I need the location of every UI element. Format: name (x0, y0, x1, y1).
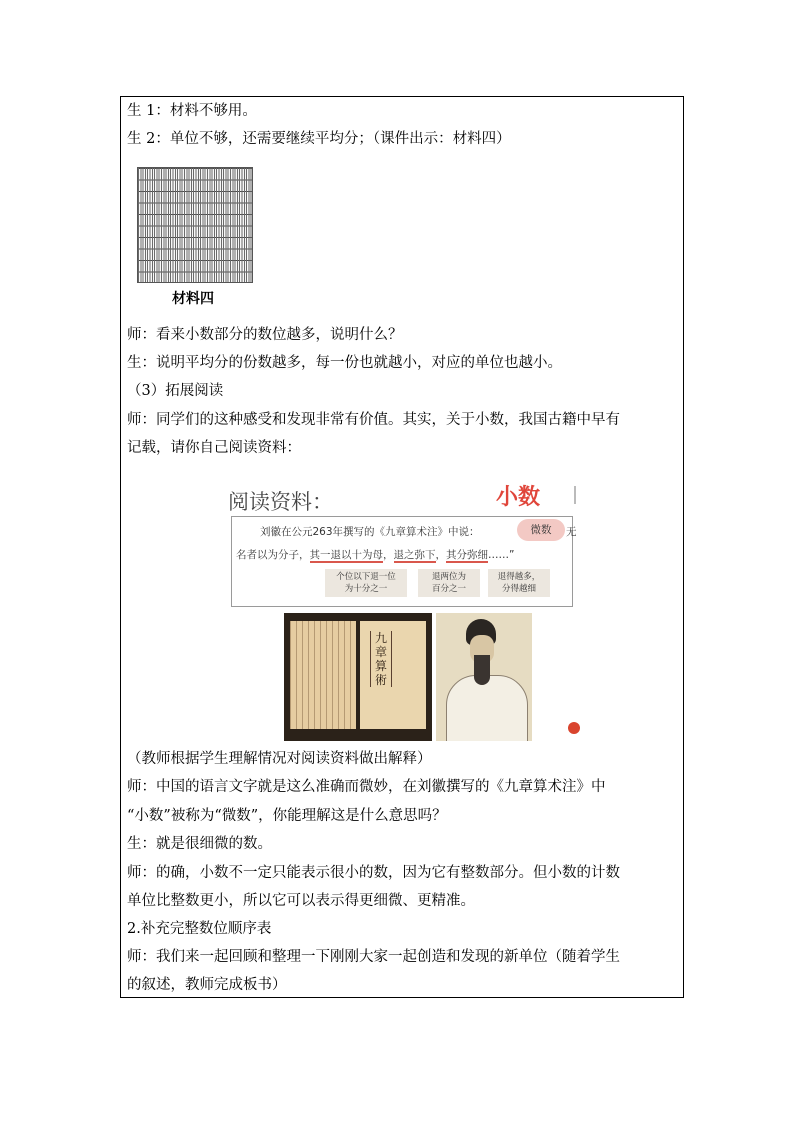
quote-box (231, 516, 577, 607)
quote-part: ， (383, 549, 394, 561)
text-line-10: “小数”被称为“微数”，你能理解这是什么意思吗？ (127, 808, 447, 824)
highlight-bubble: 微数 (517, 519, 565, 541)
text-line-13: 单位比整数更小，所以它可以表示得更细微、更精准。 (127, 893, 475, 909)
quote-text: 刘徽在公元263年撰写的《九章算术注》中说： (260, 526, 480, 538)
slide-badge: 小数 (496, 485, 541, 510)
text-line-16: 的叙述，教师完成板书） (127, 977, 287, 993)
quote-part: ……” (488, 549, 515, 561)
book-left-page (290, 621, 356, 729)
material-four-grid-image (137, 167, 253, 283)
quote-highlight-2: 退之弥下 (393, 549, 436, 561)
book-title: 九章算術 (370, 631, 392, 687)
annotation-note-1: 个位以下退一位 为十分之一 (325, 569, 407, 597)
annotation-note-3: 退得越多， 分得越细 (488, 569, 550, 597)
ancient-book-image (284, 613, 432, 741)
text-line-14: 2.补充完整数位顺序表 (127, 921, 272, 937)
slide-divider (574, 486, 576, 504)
annotation-note-2: 退两位为 百分之一 (418, 569, 480, 597)
text-line-15: 师：我们来一起回顾和整理一下刚刚大家一起创造和发现的新单位（随着学生 (127, 949, 620, 965)
text-line-11: 生：就是很细微的数。 (127, 836, 272, 852)
portrait-beard (474, 655, 490, 685)
quote-part: ， (435, 549, 446, 561)
quote-highlight-3: 其分弥细 (446, 549, 488, 561)
text-line-12: 师：的确，小数不一定只能表示很小的数，因为它有整数部分。但小数的计数 (127, 865, 620, 881)
liu-hui-portrait-image (436, 613, 532, 741)
figure-caption: 材料四 (172, 291, 214, 307)
quote-highlight-1: 其一退以十为母 (309, 549, 383, 561)
quote-line-2 (236, 547, 514, 562)
text-line-8: （教师根据学生理解情况对阅读资料做出解释） (127, 751, 432, 767)
quote-line-1 (260, 524, 480, 539)
text-line-7: 记载，请你自己阅读资料： (127, 440, 301, 456)
portrait-robe (446, 675, 528, 741)
text-line-9: 师：中国的语言文字就是这么准确而微妙，在刘徽撰写的《九章算术注》中 (127, 779, 606, 795)
text-line-2: 生 2：单位不够，还需要继续平均分；（课件出示：材料四） (127, 131, 511, 147)
text-line-5: （3）拓展阅读 (127, 383, 224, 399)
slide-nav-dot-icon (568, 722, 580, 734)
reading-material-slide (228, 480, 580, 742)
quote-part: 名者以为分子， (236, 549, 310, 561)
text-line-6: 师：同学们的这种感受和发现非常有价值。其实，关于小数，我国古籍中早有 (127, 412, 620, 428)
text-line-4: 生：说明平均分的份数越多，每一份也就越小，对应的单位也越小。 (127, 355, 562, 371)
text-line-1: 生 1：材料不够用。 (127, 103, 257, 119)
text-line-3: 师：看来小数部分的数位越多，说明什么？ (127, 327, 403, 343)
quote-end: 无 (566, 526, 577, 538)
slide-title: 阅读资料： (228, 490, 333, 514)
